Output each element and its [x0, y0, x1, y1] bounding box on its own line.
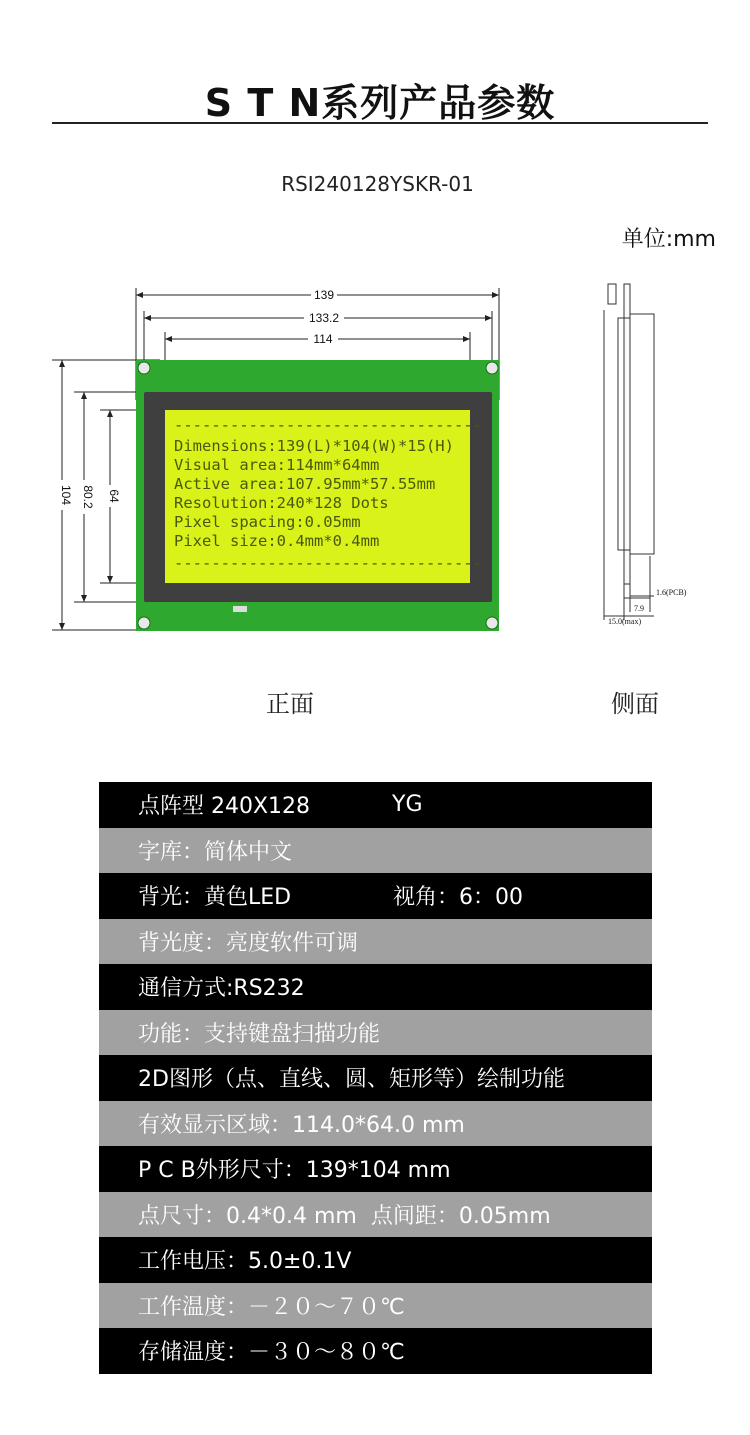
front-view-drawing	[40, 280, 520, 640]
spec-interface: 通信方式:RS232	[138, 976, 305, 1002]
lcd-line: Visual area:114mm*64mm	[174, 456, 380, 474]
lcd-line: Dimensions:139(L)*104(W)*15(H)	[174, 437, 454, 455]
spec-function: 功能：支持键盘扫描功能	[138, 1021, 381, 1047]
lcd-line: Pixel spacing:0.05mm	[174, 513, 361, 531]
spec-row	[99, 1010, 652, 1056]
lcd-line: Resolution:240*128 Dots	[174, 494, 389, 512]
spec-active-area: 有效显示区域：114.0*64.0 mm	[138, 1112, 465, 1138]
dim-104: 104	[59, 484, 73, 506]
side-dim-7-9: 7.9	[634, 604, 644, 613]
page-title: S T N系列产品参数	[204, 81, 556, 125]
spec-font: 字库：简体中文	[138, 839, 293, 865]
side-dim-max: 15.0(max)	[608, 617, 642, 626]
mount-hole	[486, 362, 498, 374]
spec-brightness: 背光度：亮度软件可调	[138, 930, 359, 956]
spec-graphics: 2D图形（点、直线、圆、矩形等）绘制功能	[138, 1067, 565, 1093]
title-divider	[52, 122, 708, 124]
spec-row	[99, 1283, 652, 1329]
dim-139: 139	[313, 288, 335, 302]
lcd-line: Pixel size:0.4mm*0.4mm	[174, 532, 380, 550]
spec-row	[99, 1101, 652, 1147]
spec-row	[99, 1328, 652, 1374]
spec-color-code: YG	[392, 792, 423, 818]
spec-row	[99, 919, 652, 965]
mount-hole	[486, 617, 498, 629]
spec-row	[99, 1055, 652, 1101]
model-number: RSI240128YSKR-01	[281, 172, 474, 196]
dim-80-2: 80.2	[81, 485, 95, 509]
mount-hole	[138, 362, 150, 374]
side-view-drawing	[598, 280, 708, 630]
lcd-line: ---------------------------------	[174, 416, 482, 434]
front-view-label: 正面	[266, 690, 314, 718]
side-dim-pcb: 1.6(PCB)	[656, 588, 687, 597]
lcd-line: Active area:107.95mm*57.55mm	[174, 475, 436, 493]
spec-view-angle: 视角：6：00	[393, 885, 523, 911]
spec-backlight: 背光：黄色LED	[138, 885, 292, 911]
spec-row	[99, 873, 652, 919]
spec-row	[99, 1146, 652, 1192]
spec-row	[99, 828, 652, 874]
spec-row	[99, 782, 652, 828]
dim-133-2: 133.2	[308, 311, 340, 325]
spec-dot-size: 点尺寸：0.4*0.4 mm 点间距：0.05mm	[138, 1203, 551, 1229]
spec-row	[99, 964, 652, 1010]
spec-voltage: 工作电压：5.0±0.1V	[138, 1249, 352, 1275]
spec-row	[99, 1237, 652, 1283]
spec-dot-matrix: 点阵型 240X128	[138, 794, 311, 820]
unit-label: 单位:mm	[621, 227, 716, 252]
spec-table	[99, 782, 652, 1374]
spec-operating-temp: 工作温度：－２０～７０℃	[138, 1294, 405, 1320]
dim-114: 114	[313, 332, 333, 346]
side-view-label: 侧面	[611, 690, 659, 718]
mount-hole	[138, 617, 150, 629]
spec-pcb-size: P C B外形尺寸：139*104 mm	[138, 1158, 451, 1184]
lcd-line: ---------------------------------	[174, 554, 482, 572]
spec-row	[99, 1192, 652, 1238]
dim-64: 64	[107, 489, 121, 503]
spec-storage-temp: 存储温度：－３０～８０℃	[138, 1340, 405, 1366]
